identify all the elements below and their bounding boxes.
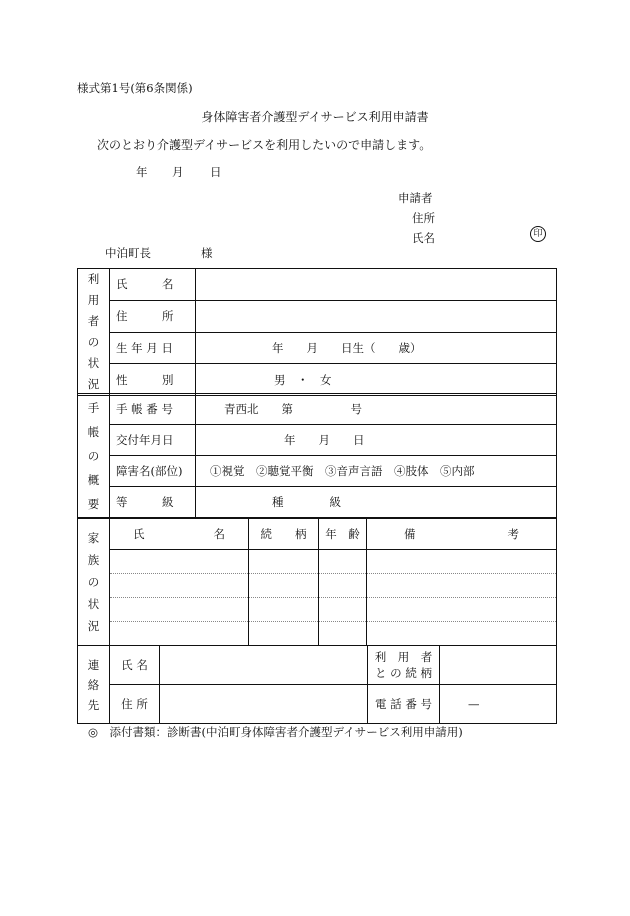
form-number: 様式第1号(第6条関係) — [77, 81, 193, 95]
addressee-name: 中泊町長 — [105, 246, 151, 260]
user-address-label: 住 所 — [110, 300, 196, 332]
applicant-block — [398, 188, 435, 248]
user-birth-field[interactable]: 年 月 日生（ 歳） — [196, 332, 557, 364]
disability-options[interactable]: ①視覚 ②聴覚平衡 ③音声言語 ④肢体 ⑤内部 — [196, 456, 557, 487]
user-sex-field[interactable]: 男 ・ 女 — [196, 364, 557, 396]
contact-relation-label: 利 用 者 と の 続 柄 — [368, 646, 440, 685]
contact-name-field[interactable] — [160, 646, 368, 685]
contact-table — [77, 645, 557, 724]
family-name-header: 氏 名 — [110, 519, 249, 550]
applicant-name-label: 氏名 — [412, 231, 435, 245]
family-row[interactable] — [78, 550, 557, 574]
contact-relation-field[interactable] — [440, 646, 557, 685]
handbook-table — [77, 393, 557, 518]
handbook-number-field[interactable]: 青西北 第 号 — [196, 394, 557, 425]
family-remarks-header: 備 考 — [367, 519, 557, 550]
issue-date-label: 交付年月日 — [110, 425, 196, 456]
applicant-address-label: 住所 — [412, 211, 435, 225]
contact-name-label: 氏 名 — [110, 646, 160, 685]
issue-date-field[interactable]: 年 月 日 — [196, 425, 557, 456]
attachment-note: ◎ 添付書類：診断書(中泊町身体障害者介護型デイサービス利用申請用) — [88, 725, 463, 739]
family-table — [77, 518, 557, 646]
user-name-field[interactable] — [196, 269, 557, 301]
handbook-label: 手 帳 の 概 要 — [78, 394, 110, 518]
family-relation-header: 続 柄 — [249, 519, 319, 550]
grade-label: 等 級 — [110, 487, 196, 518]
user-address-field[interactable] — [196, 300, 557, 332]
handbook-number-label: 手 帳 番 号 — [110, 394, 196, 425]
user-status-label: 利 用 者 の 状 況 — [78, 269, 110, 396]
family-row[interactable] — [78, 622, 557, 646]
family-label: 家 族 の 状 況 — [78, 519, 110, 646]
date-year: 年 — [136, 165, 148, 179]
user-status-table — [77, 268, 557, 396]
intro-text: 次のとおり介護型デイサービスを利用したいので申請します。 — [97, 138, 432, 152]
family-age-header: 年 齢 — [319, 519, 367, 550]
applicant-label: 申請者 — [398, 191, 433, 205]
contact-phone-field[interactable]: — — [440, 685, 557, 724]
contact-address-field[interactable] — [160, 685, 368, 724]
seal-mark: 印 — [530, 226, 546, 242]
date-month: 月 — [172, 165, 184, 179]
disability-label: 障害名(部位) — [110, 456, 196, 487]
addressee-honorific: 様 — [201, 246, 213, 260]
addressee — [105, 245, 213, 261]
date-day: 日 — [210, 165, 222, 179]
grade-field[interactable]: 種 級 — [196, 487, 557, 518]
contact-label: 連 絡 先 — [78, 646, 110, 724]
contact-phone-label: 電 話 番 号 — [368, 685, 440, 724]
application-date — [136, 164, 222, 180]
family-row[interactable] — [78, 574, 557, 598]
document-title: 身体障害者介護型デイサービス利用申請書 — [201, 110, 429, 124]
user-sex-label: 性 別 — [110, 364, 196, 396]
family-row[interactable] — [78, 598, 557, 622]
user-birth-label: 生 年 月 日 — [110, 332, 196, 364]
user-name-label: 氏 名 — [110, 269, 196, 301]
contact-address-label: 住 所 — [110, 685, 160, 724]
